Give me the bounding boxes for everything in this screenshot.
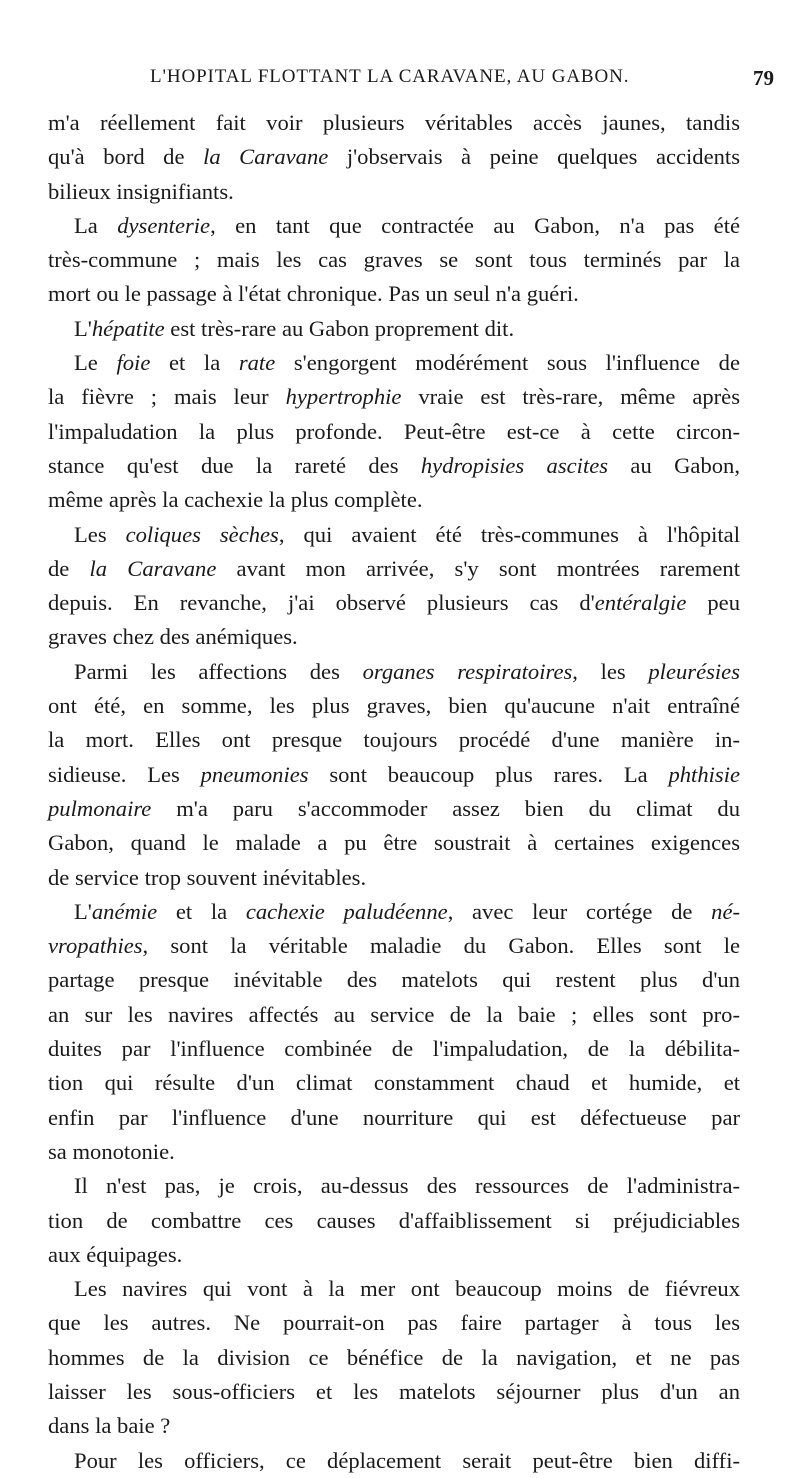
text-line (48, 1272, 740, 1306)
text-segment: mort ou le passage à l'état chronique. Pas un seul n'a guéri. (48, 281, 579, 307)
paragraph (48, 106, 740, 209)
text-segment: graves chez des anémiques. (48, 624, 298, 650)
italic-term: rate (238, 350, 276, 376)
text-line (48, 209, 740, 243)
text-line (48, 1101, 740, 1135)
text-line (48, 312, 740, 346)
paragraph (48, 1169, 740, 1272)
text-segment: La (74, 212, 118, 238)
text-line (48, 106, 740, 140)
text-line (48, 1032, 740, 1066)
text-segment: avant mon arrivée, s'y sont montrées rarement (216, 555, 740, 581)
text-segment: que les autres. Ne pourrait-on pas faire partager à tous les (48, 1310, 740, 1336)
paragraph (48, 1444, 740, 1478)
paragraph (48, 895, 740, 1169)
text-line (48, 758, 740, 792)
text-segment: l'impaludation la plus profonde. Peut-être est-ce à cette circon- (48, 418, 740, 444)
paragraph (48, 1272, 740, 1443)
italic-term: vropathies (48, 933, 143, 959)
italic-term: dysenterie (117, 212, 211, 238)
text-line (48, 1238, 740, 1272)
italic-term: né- (711, 898, 740, 924)
text-segment: laisser les sous-officiers et les matelots séjourner plus d'un an (48, 1378, 740, 1404)
text-segment: , sont la véritable maladie du Gabon. Elles sont le (142, 933, 740, 959)
text-line (48, 655, 740, 689)
italic-term: organes respiratoires (362, 658, 573, 684)
text-segment: partage presque inévitable des matelots qui restent plus d'un (48, 967, 740, 993)
text-line (48, 1341, 740, 1375)
italic-term: foie (116, 350, 151, 376)
text-segment: Les navires qui vont à la mer ont beaucoup moins de fiévreux (74, 1276, 740, 1302)
page-number: 79 (753, 66, 774, 90)
text-line (48, 243, 740, 277)
text-line (48, 1204, 740, 1238)
text-segment: L' (74, 315, 92, 341)
page-header (48, 66, 774, 96)
text-line (48, 140, 740, 174)
text-segment: bilieux insignifiants. (48, 178, 234, 204)
italic-term: phthisie (668, 761, 740, 787)
text-segment: Pour les officiers, ce déplacement serait peut-être bien diffi- (74, 1447, 740, 1473)
text-line (48, 1375, 740, 1409)
text-line (48, 277, 740, 311)
text-segment: même après la cachexie la plus complète. (48, 487, 423, 513)
italic-term: hydropisies ascites (420, 452, 609, 478)
text-segment: Parmi les affections des (74, 658, 363, 684)
text-line (48, 1306, 740, 1340)
text-segment: hommes de la division ce bénéfice de la navigation, et ne pas (48, 1344, 740, 1370)
running-head: L'HOPITAL FLOTTANT LA CARAVANE, AU GABON. (150, 66, 630, 87)
body-text (48, 106, 740, 1478)
text-line (48, 620, 740, 654)
text-segment: depuis. En revanche, j'ai observé plusieurs cas d' (48, 590, 595, 616)
text-line (48, 861, 740, 895)
italic-term: entéralgie (594, 590, 687, 616)
text-segment: dans la baie ? (48, 1413, 171, 1439)
text-line (48, 1169, 740, 1203)
text-segment: sa monotonie. (48, 1138, 175, 1164)
paragraph (48, 655, 740, 895)
text-segment: de (48, 555, 90, 581)
paragraph (48, 346, 740, 517)
italic-term: la Caravane (203, 144, 329, 170)
text-line (48, 518, 740, 552)
text-line (48, 723, 740, 757)
text-segment: , en tant que contractée au Gabon, n'a pas été (210, 212, 740, 238)
text-line (48, 552, 740, 586)
text-line (48, 483, 740, 517)
text-segment: tion de combattre ces causes d'affaiblissement si préjudiciables (48, 1207, 740, 1233)
text-segment: , avec leur cortége de (447, 898, 712, 924)
text-line (48, 380, 740, 414)
text-segment: la fièvre ; mais leur (48, 384, 286, 410)
paragraph (48, 312, 740, 346)
text-segment: , les (572, 658, 649, 684)
text-segment: la mort. Elles ont presque toujours procédé d'une manière in- (48, 727, 740, 753)
text-segment: , qui avaient été très-communes à l'hôpital (278, 521, 740, 547)
italic-term: pleurésies (648, 658, 740, 684)
text-line (48, 826, 740, 860)
text-line (48, 792, 740, 826)
text-line (48, 415, 740, 449)
text-line (48, 895, 740, 929)
text-segment: ont été, en somme, les plus graves, bien qu'aucune n'ait entraîné (48, 693, 740, 719)
text-segment: est très-rare au Gabon proprement dit. (164, 315, 515, 341)
text-segment: de service trop souvent inévitables. (48, 864, 367, 890)
text-line (48, 175, 740, 209)
text-line (48, 998, 740, 1032)
text-segment: j'observais à peine quelques accidents (328, 144, 740, 170)
italic-term: cachexie paludéenne (245, 898, 448, 924)
paragraph (48, 209, 740, 312)
text-segment: vraie est très-rare, même après (401, 384, 740, 410)
text-line (48, 963, 740, 997)
text-line (48, 689, 740, 723)
italic-term: hépatite (91, 315, 165, 341)
text-line (48, 1444, 740, 1478)
text-segment: s'engorgent modérément sous l'influence de (275, 350, 740, 376)
text-segment: Les (74, 521, 126, 547)
text-line (48, 929, 740, 963)
italic-term: hypertrophie (285, 384, 402, 410)
text-segment: Gabon, quand le malade a pu être soustrait à certaines exigences (48, 830, 740, 856)
text-segment: enfin par l'influence d'une nourriture qui est défectueuse par (48, 1104, 740, 1130)
text-line (48, 1409, 740, 1443)
italic-term: pneumonies (200, 761, 309, 787)
text-segment: peu (686, 590, 740, 616)
text-segment: au Gabon, (608, 452, 740, 478)
italic-term: coliques sèches (125, 521, 279, 547)
text-segment: très-commune ; mais les cas graves se sont tous terminés par la (48, 247, 740, 273)
text-segment: L' (74, 898, 92, 924)
text-segment: duites par l'influence combinée de l'impaludation, de la débilita- (48, 1036, 740, 1062)
text-segment: m'a paru s'accommoder assez bien du climat du (151, 795, 740, 821)
text-segment: sont beaucoup plus rares. La (308, 761, 669, 787)
text-segment: aux équipages. (48, 1241, 183, 1267)
italic-term: pulmonaire (48, 795, 152, 821)
text-segment: et la (150, 350, 239, 376)
italic-term: anémie (91, 898, 158, 924)
text-segment: Le (74, 350, 117, 376)
text-line (48, 346, 740, 380)
italic-term: la Caravane (89, 555, 217, 581)
text-segment: tion qui résulte d'un climat constamment chaud et humide, et (48, 1070, 740, 1096)
text-line (48, 1066, 740, 1100)
text-segment: et la (157, 898, 246, 924)
text-segment: m'a réellement fait voir plusieurs véritables accès jaunes, tandis (48, 110, 740, 135)
text-line (48, 449, 740, 483)
text-segment: Il n'est pas, je crois, au-dessus des ressources de l'administra- (74, 1173, 740, 1199)
text-segment: qu'à bord de (48, 144, 204, 170)
text-segment: sidieuse. Les (48, 761, 201, 787)
paragraph (48, 518, 740, 655)
text-line (48, 586, 740, 620)
text-segment: an sur les navires affectés au service de la baie ; elles sont pro- (48, 1001, 740, 1027)
text-segment: stance qu'est due la rareté des (48, 452, 421, 478)
text-line (48, 1135, 740, 1169)
